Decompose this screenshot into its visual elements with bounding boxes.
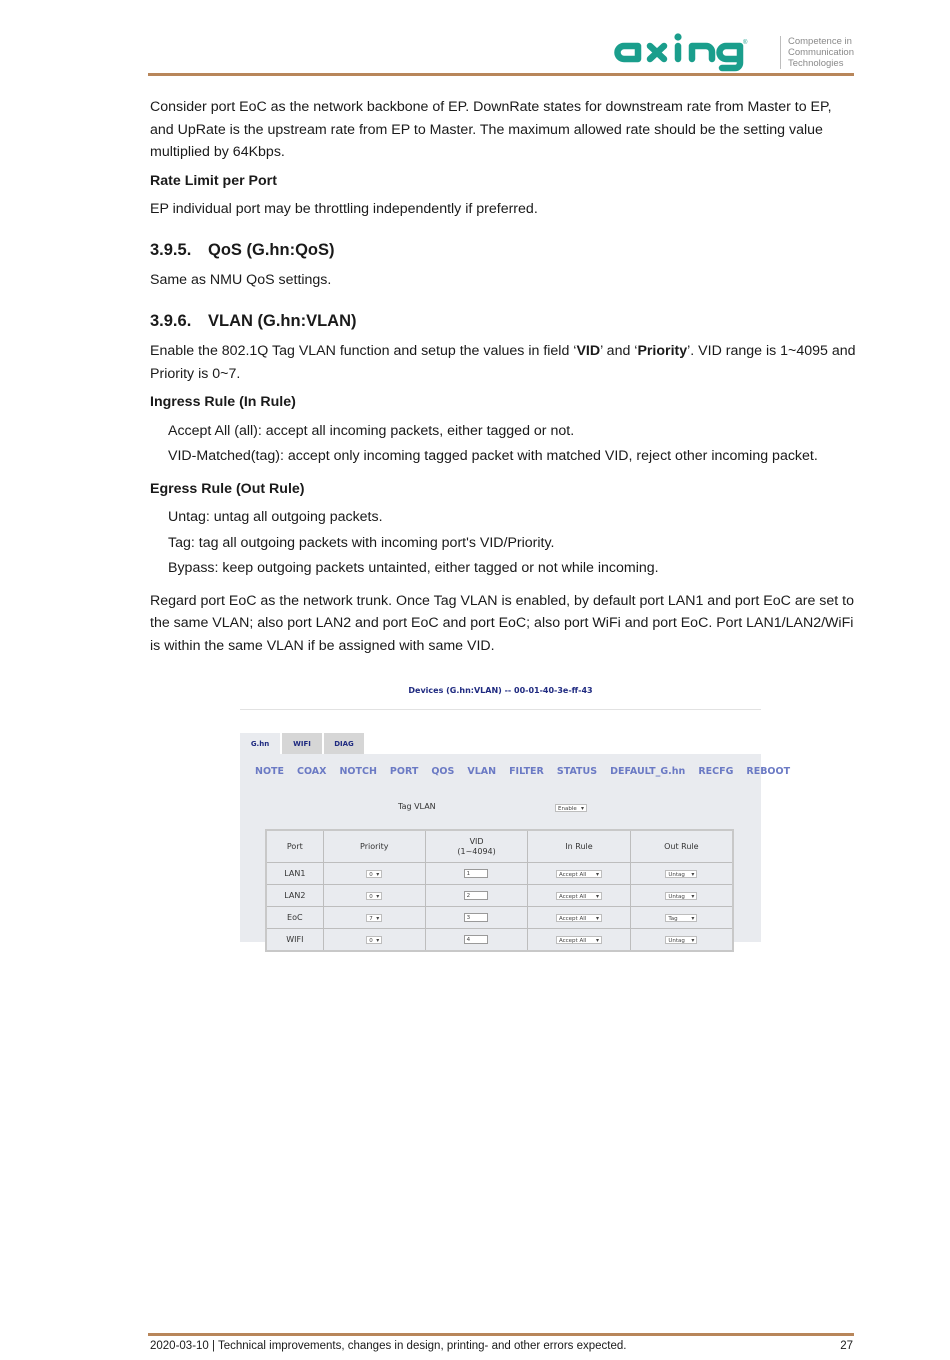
tab-ghn[interactable]: G.hn <box>240 733 280 754</box>
brand-tagline <box>780 36 854 69</box>
vlan-intro-paragraph <box>150 340 856 385</box>
section-number: 3.9.5. <box>150 240 192 259</box>
column-header-out-rule: Out Rule <box>630 830 733 863</box>
nav-status[interactable]: STATUS <box>556 766 598 777</box>
qos-paragraph: Same as NMU QoS settings. <box>150 272 332 288</box>
vid-input[interactable]: 2 <box>464 891 488 900</box>
section-heading-vlan <box>150 310 856 333</box>
column-header-priority: Priority <box>323 830 425 863</box>
vlan-intro-vid: VID <box>576 343 601 359</box>
ui-title-divider <box>240 709 761 710</box>
tagline-line-1: Competence in <box>788 35 852 47</box>
in-rule-cell <box>528 907 630 929</box>
priority-cell <box>323 863 425 885</box>
out-rule-cell <box>630 929 733 952</box>
out-rule-select[interactable]: Untag ▾ <box>665 936 697 944</box>
page-header <box>148 28 854 76</box>
ui-device-title: Devices (G.hn:VLAN) -- 00-01-40-3e-ff-43 <box>408 686 593 695</box>
in-rule-select[interactable]: Accept All ▾ <box>556 892 602 900</box>
vlan-intro-priority: Priority <box>637 343 688 359</box>
tab-wifi[interactable]: WIFI <box>282 733 322 754</box>
nav-vlan[interactable]: VLAN <box>467 766 497 777</box>
nav-coax[interactable]: COAX <box>297 766 327 777</box>
table-row <box>266 907 733 929</box>
egress-item: Untag: untag all outgoing packets. <box>168 509 383 525</box>
nav-default-ghn[interactable]: DEFAULT_G.hn <box>610 766 686 777</box>
section-title: QoS (G.hn:QoS) <box>208 240 335 259</box>
vlan-table <box>265 829 734 952</box>
nav-note[interactable]: NOTE <box>255 766 284 777</box>
in-rule-cell <box>528 929 630 952</box>
page-number: 27 <box>840 1340 853 1352</box>
table-row <box>266 929 733 952</box>
footer-divider <box>148 1333 854 1336</box>
vid-input[interactable]: 4 <box>464 935 488 944</box>
header-divider <box>148 73 854 76</box>
egress-heading: Egress Rule (Out Rule) <box>150 480 305 497</box>
axing-logo-icon <box>612 32 772 72</box>
vlan-intro-text-3: ’. VID range is 1~4095 and Priority is 0~7. <box>150 343 856 382</box>
tag-vlan-select[interactable]: Enable ▾ <box>555 804 587 812</box>
page-footer <box>150 1340 853 1352</box>
brand-logo <box>612 32 854 72</box>
column-header-vid: VID (1~4094) <box>425 830 527 863</box>
ingress-item: VID-Matched(tag): accept only incoming tagged packet with matched VID, reject other incoming packet. <box>168 448 818 464</box>
vid-cell <box>425 885 527 907</box>
in-rule-select[interactable]: Accept All ▾ <box>556 936 602 944</box>
priority-select[interactable]: 7 ▾ <box>366 914 382 922</box>
in-rule-select[interactable]: Accept All ▾ <box>556 870 602 878</box>
vid-input[interactable]: 3 <box>464 913 488 922</box>
table-header-row <box>266 830 733 863</box>
rate-limit-paragraph: EP individual port may be throttling independently if preferred. <box>150 201 538 217</box>
ui-tab-bar <box>240 733 366 755</box>
section-number: 3.9.6. <box>150 311 192 330</box>
egress-item: Tag: tag all outgoing packets with incoming port's VID/Priority. <box>168 534 555 551</box>
tagline-line-2: Communication <box>788 46 854 58</box>
priority-cell <box>323 907 425 929</box>
out-rule-select[interactable]: Tag ▾ <box>665 914 697 922</box>
tag-vlan-label: Tag VLAN <box>398 802 436 811</box>
vid-cell <box>425 863 527 885</box>
out-rule-cell <box>630 863 733 885</box>
vid-cell <box>425 907 527 929</box>
priority-select[interactable]: 0 ▾ <box>366 870 382 878</box>
port-cell: WIFI <box>266 929 323 952</box>
vlan-ui-screenshot <box>240 680 791 944</box>
table-row <box>266 885 733 907</box>
svg-text:®: ® <box>743 40 748 46</box>
out-rule-select[interactable]: Untag ▾ <box>665 870 697 878</box>
table-row <box>266 863 733 885</box>
port-cell: LAN1 <box>266 863 323 885</box>
port-cell: LAN2 <box>266 885 323 907</box>
rate-limit-heading: Rate Limit per Port <box>150 172 277 189</box>
out-rule-cell <box>630 907 733 929</box>
priority-select[interactable]: 0 ▾ <box>366 892 382 900</box>
page-content <box>150 96 856 663</box>
nav-notch[interactable]: NOTCH <box>339 766 377 777</box>
tab-diag[interactable]: DIAG <box>324 733 364 754</box>
intro-paragraph: Consider port EoC as the network backbone of EP. DownRate states for downstream rate from Master to EP, and UpRate is the upstream rate from EP to Master. The maximum allowed rate should be the setting value multiplied by 64Kbps. <box>150 99 832 160</box>
footer-text: 2020-03-10 | Technical improvements, changes in design, printing- and other errors expected. <box>150 1340 627 1352</box>
nav-recfg[interactable]: RECFG <box>698 766 734 777</box>
priority-cell <box>323 885 425 907</box>
column-header-in-rule: In Rule <box>528 830 630 863</box>
vlan-intro-text-1: Enable the 802.1Q Tag VLAN function and setup the values in field ‘ <box>150 343 577 359</box>
nav-port[interactable]: PORT <box>389 766 419 777</box>
out-rule-cell <box>630 885 733 907</box>
out-rule-select[interactable]: Untag ▾ <box>665 892 697 900</box>
nav-qos[interactable]: QOS <box>431 766 455 777</box>
ui-panel <box>240 754 791 944</box>
in-rule-cell <box>528 885 630 907</box>
ingress-item: Accept All (all): accept all incoming packets, either tagged or not. <box>168 422 575 439</box>
in-rule-cell <box>528 863 630 885</box>
tagline-line-3: Technologies <box>788 57 844 69</box>
vid-cell <box>425 929 527 952</box>
section-heading-qos <box>150 239 856 262</box>
vlan-intro-text-2: ’ and ‘ <box>600 343 638 359</box>
egress-item: Bypass: keep outgoing packets untainted, either tagged or not while incoming. <box>168 560 659 576</box>
column-header-port: Port <box>266 830 323 863</box>
priority-select[interactable]: 0 ▾ <box>366 936 382 944</box>
port-cell: EoC <box>266 907 323 929</box>
nav-filter[interactable]: FILTER <box>509 766 544 777</box>
priority-cell <box>323 929 425 952</box>
nav-reboot[interactable]: REBOOT <box>746 766 791 777</box>
section-title: VLAN (G.hn:VLAN) <box>208 311 357 330</box>
trunk-paragraph: Regard port EoC as the network trunk. Once Tag VLAN is enabled, by default port LAN1 and port EoC are set to the same VLAN; also port LAN2 and port EoC and port EoC; also port WiFi and port EoC. Port LAN1/LAN2/WiFi is within the same VLAN if be assigned with same VID. <box>150 592 854 654</box>
ingress-heading: Ingress Rule (In Rule) <box>150 394 296 410</box>
vid-input[interactable]: 1 <box>464 869 488 878</box>
in-rule-select[interactable]: Accept All ▾ <box>556 914 602 922</box>
ui-nav-menu <box>255 766 790 777</box>
